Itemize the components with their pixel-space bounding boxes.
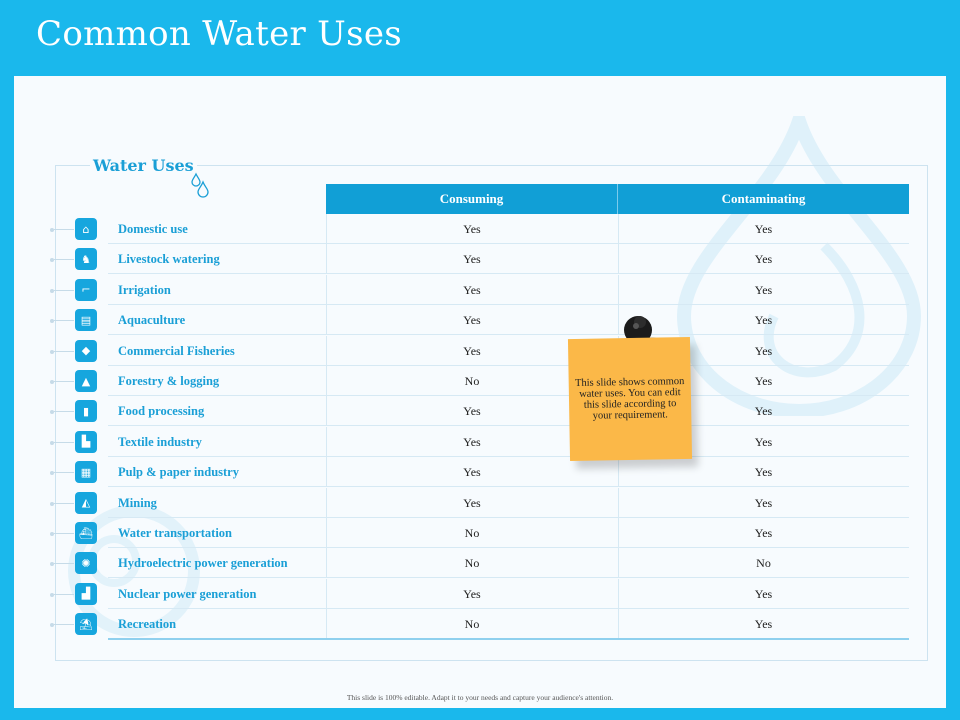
cell-contaminating: Yes xyxy=(754,222,773,236)
section-title: Water Uses xyxy=(90,156,197,175)
cell-consuming: Yes xyxy=(463,495,481,510)
cell-consuming: Yes xyxy=(463,465,481,480)
cell-consuming: No xyxy=(464,374,480,388)
row-label: Commercial Fisheries xyxy=(118,343,235,358)
row-label: Food processing xyxy=(118,404,205,419)
row-connector xyxy=(54,442,74,443)
table-bottom-line xyxy=(108,638,909,640)
paper-icon: ▦ xyxy=(75,461,97,483)
cell-consuming: No xyxy=(464,526,480,540)
table-row xyxy=(50,488,909,518)
factory-icon: ▙ xyxy=(75,431,97,453)
table-row xyxy=(50,396,909,426)
row-label: Aquaculture xyxy=(118,313,186,328)
aquaculture-icon: ▤ xyxy=(75,309,97,331)
power-plant-icon: ▟ xyxy=(75,583,97,605)
row-connector xyxy=(54,290,74,291)
faucet-icon: ⌐ xyxy=(75,279,97,301)
ship-icon: ⛴ xyxy=(75,522,97,544)
table-row xyxy=(50,457,909,487)
table-header xyxy=(326,184,909,214)
livestock-icon: ♞ xyxy=(75,248,97,270)
bottle-icon: ▮ xyxy=(75,400,97,422)
cell-consuming: Yes xyxy=(463,404,481,419)
table-row xyxy=(50,275,909,305)
cell-consuming: No xyxy=(464,617,480,632)
row-connector xyxy=(54,259,74,260)
cell-contaminating: Yes xyxy=(754,434,773,449)
cell-consuming: Yes xyxy=(463,252,481,267)
cell-consuming: Yes xyxy=(463,343,481,358)
cell-consuming: Yes xyxy=(463,586,481,601)
fish-icon: ◆ xyxy=(75,340,97,362)
row-connector xyxy=(54,563,74,564)
cell-consuming: Yes xyxy=(463,222,481,236)
cell-contaminating: Yes xyxy=(754,404,773,419)
cell-consuming: Yes xyxy=(463,282,481,297)
cell-contaminating: Yes xyxy=(754,526,773,540)
cell-contaminating: No xyxy=(756,556,771,571)
row-connector xyxy=(54,411,74,412)
table-row xyxy=(50,427,909,457)
water-drops-icon xyxy=(190,172,210,200)
row-label: Pulp & paper industry xyxy=(118,465,239,480)
turbine-icon: ✺ xyxy=(75,552,97,574)
page-title: Common Water Uses xyxy=(36,14,403,54)
cell-consuming: Yes xyxy=(463,434,481,449)
table-row xyxy=(50,548,909,578)
row-connector xyxy=(54,624,74,625)
header-consuming: Consuming xyxy=(326,184,618,214)
row-label: Domestic use xyxy=(118,222,188,236)
cell-consuming: No xyxy=(464,556,480,571)
table-row xyxy=(50,336,909,366)
cell-contaminating: Yes xyxy=(754,495,773,510)
trees-icon: ▲ xyxy=(75,370,97,392)
table-row xyxy=(50,366,909,396)
table-row xyxy=(50,579,909,609)
table-row xyxy=(50,609,909,639)
cell-contaminating: Yes xyxy=(754,343,773,358)
table-row xyxy=(50,305,909,335)
sticky-note xyxy=(568,337,692,461)
row-label: Recreation xyxy=(118,617,177,632)
row-label: Livestock watering xyxy=(118,252,220,267)
row-label: Forestry & logging xyxy=(118,374,220,388)
footer-text: This slide is 100% editable. Adapt it to your needs and capture your audience's attention. xyxy=(346,693,614,702)
cell-consuming: Yes xyxy=(463,313,481,328)
row-connector xyxy=(54,351,74,352)
cell-contaminating: Yes xyxy=(754,374,773,388)
content-panel xyxy=(14,76,946,708)
row-label: Mining xyxy=(118,495,157,510)
row-label: Hydroelectric power generation xyxy=(118,556,288,571)
cell-contaminating: Yes xyxy=(754,282,773,297)
row-connector xyxy=(54,594,74,595)
recreation-icon: ⛱ xyxy=(75,613,97,635)
sticky-note-text: This slide shows common water uses. You can edit this slide according to your requirement. xyxy=(574,376,685,422)
table-row xyxy=(50,518,909,548)
row-label: Nuclear power generation xyxy=(118,586,257,601)
table-row xyxy=(50,244,909,274)
row-connector xyxy=(54,533,74,534)
house-icon: ⌂ xyxy=(75,218,97,240)
cell-contaminating: Yes xyxy=(754,313,773,328)
cell-contaminating: Yes xyxy=(754,586,773,601)
cell-contaminating: Yes xyxy=(754,252,773,267)
row-connector xyxy=(54,503,74,504)
cell-contaminating: Yes xyxy=(754,465,773,480)
row-connector xyxy=(54,381,74,382)
row-connector xyxy=(54,472,74,473)
header-contaminating: Contaminating xyxy=(721,191,806,206)
row-label: Textile industry xyxy=(118,434,202,449)
row-connector xyxy=(54,229,74,230)
table-row xyxy=(50,214,909,244)
row-label: Water transportation xyxy=(118,526,232,540)
cell-contaminating: Yes xyxy=(754,617,773,632)
row-label: Irrigation xyxy=(118,282,171,297)
row-connector xyxy=(54,320,74,321)
mining-icon: ◭ xyxy=(75,492,97,514)
